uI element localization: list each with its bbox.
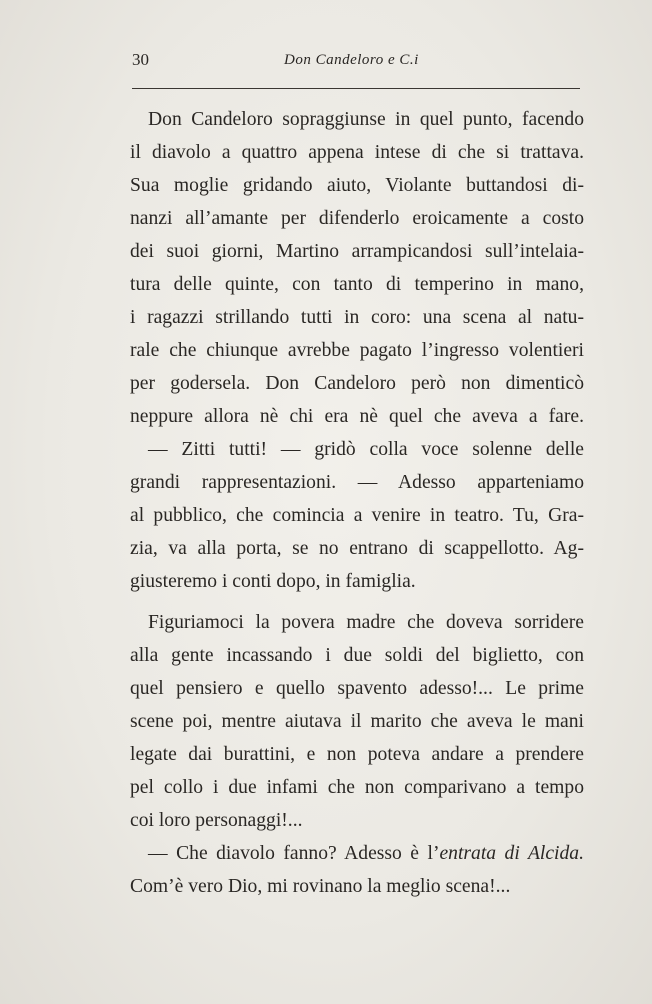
- text-line: Sua moglie gridando aiuto, Violante buttandosi di-: [130, 175, 584, 196]
- italic-title: entrata di Alcida.: [439, 843, 584, 864]
- text-line: nanzi all’amante per difenderlo eroicamente a costo: [130, 208, 584, 229]
- text-line: coi loro personaggi!...: [130, 810, 303, 831]
- header-rule: [132, 88, 580, 89]
- text-line: — Zitti tutti! — gridò colla voce solenne delle: [148, 439, 584, 460]
- text-line: tura delle quinte, con tanto di temperino in mano,: [130, 274, 584, 295]
- text-line: rale che chiunque avrebbe pagato l’ingresso volentieri: [130, 340, 584, 361]
- running-title: Don Candeloro e C.i: [284, 52, 419, 68]
- text-line: zia, va alla porta, se no entrano di scappellotto. Ag-: [130, 538, 584, 559]
- text-line: alla gente incassando i due soldi del biglietto, con: [130, 645, 584, 666]
- page-number: 30: [132, 50, 149, 69]
- text-line: per godersela. Don Candeloro però non dimenticò: [130, 373, 584, 394]
- text-line: giusteremo i conti dopo, in famiglia.: [130, 571, 416, 592]
- text-line: al pubblico, che comincia a venire in teatro. Tu, Gra-: [130, 505, 584, 526]
- text-line: scene poi, mentre aiutava il marito che aveva le mani: [130, 711, 584, 732]
- text-line: Com’è vero Dio, mi rovinano la meglio scena!...: [130, 876, 511, 897]
- text-line: dei suoi giorni, Martino arrampicandosi sull’intelaia-: [130, 241, 584, 262]
- page-header: [132, 50, 580, 74]
- text-line: Figuriamoci la povera madre che doveva sorridere: [148, 612, 584, 633]
- text-line: il diavolo a quattro appena intese di che si trattava.: [130, 142, 584, 163]
- text-line: quel pensiero e quello spavento adesso!... Le prime: [130, 678, 584, 699]
- text-line: legate dai burattini, e non poteva andare a prendere: [130, 744, 584, 765]
- text-line: grandi rappresentazioni. — Adesso apparteniamo: [130, 472, 584, 493]
- text-line: [130, 837, 584, 870]
- text-line: Don Candeloro sopraggiunse in quel punto, facendo: [148, 109, 584, 130]
- text-line: i ragazzi strillando tutti in coro: una scena al natu-: [130, 307, 584, 328]
- body-text: [130, 103, 584, 903]
- text-line: pel collo i due infami che non comparivano a tempo: [130, 777, 584, 798]
- dialogue-text: — Che diavolo fanno? Adesso è l’: [148, 843, 440, 864]
- text-line: neppure allora nè chi era nè quel che aveva a fare.: [130, 406, 584, 427]
